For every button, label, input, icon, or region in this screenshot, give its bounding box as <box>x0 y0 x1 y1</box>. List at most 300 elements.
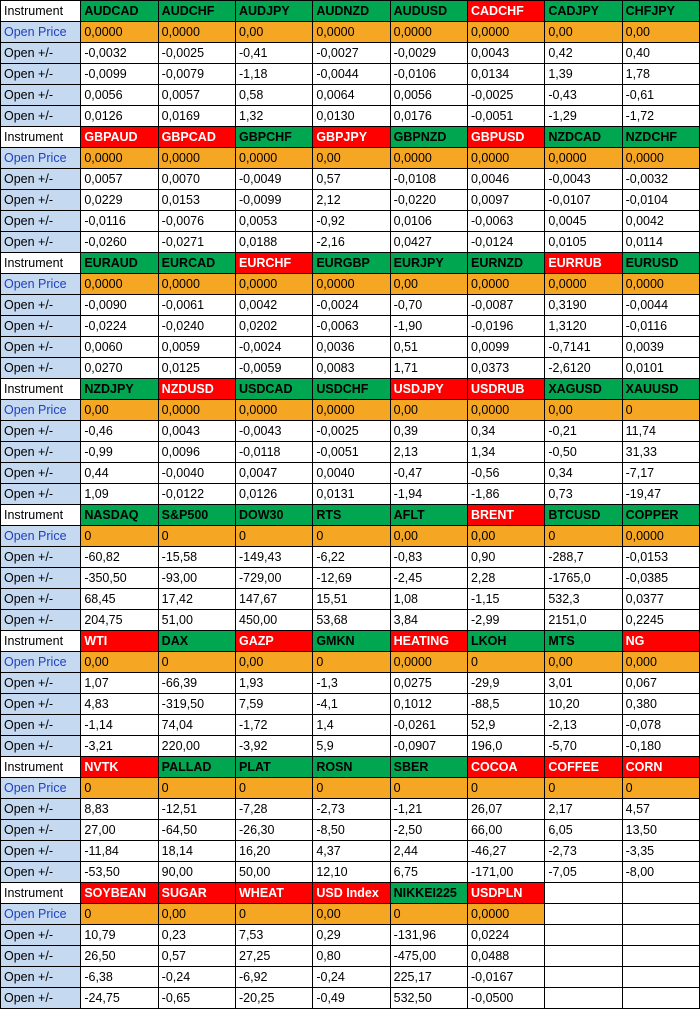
value-cell[interactable]: -1,21 <box>390 799 467 820</box>
open-price-cell[interactable]: 0,0000 <box>81 22 158 43</box>
value-cell[interactable]: 0,0202 <box>236 316 313 337</box>
value-cell[interactable]: 0,0056 <box>390 85 467 106</box>
value-cell[interactable]: -66,39 <box>158 673 235 694</box>
instrument-header-cell[interactable]: NZDCAD <box>545 127 622 148</box>
value-cell[interactable]: 2,44 <box>390 841 467 862</box>
value-cell[interactable]: -0,50 <box>545 442 622 463</box>
open-price-cell[interactable]: 0,00 <box>313 904 390 925</box>
value-cell[interactable]: -15,58 <box>158 547 235 568</box>
value-cell[interactable]: -0,0025 <box>158 43 235 64</box>
open-price-cell[interactable]: 0 <box>236 904 313 925</box>
value-cell[interactable]: -0,0087 <box>467 295 544 316</box>
open-price-cell[interactable]: 0,0000 <box>622 148 699 169</box>
value-cell[interactable]: 18,14 <box>158 841 235 862</box>
value-cell[interactable]: 11,74 <box>622 421 699 442</box>
instrument-header-cell[interactable]: COFFEE <box>545 757 622 778</box>
instrument-header-cell[interactable]: NZDUSD <box>158 379 235 400</box>
value-cell[interactable]: 6,75 <box>390 862 467 883</box>
value-cell[interactable]: 0,0169 <box>158 106 235 127</box>
open-price-cell[interactable]: 0 <box>313 652 390 673</box>
instrument-header-cell[interactable]: DAX <box>158 631 235 652</box>
value-cell[interactable]: 0,0427 <box>390 232 467 253</box>
value-cell[interactable]: 1,32 <box>236 106 313 127</box>
value-cell[interactable]: -0,0099 <box>81 64 158 85</box>
value-cell[interactable]: -0,0122 <box>158 484 235 505</box>
instrument-header-cell[interactable]: WTI <box>81 631 158 652</box>
open-price-cell[interactable]: 0,0000 <box>467 148 544 169</box>
value-cell[interactable]: -0,0240 <box>158 316 235 337</box>
open-price-cell[interactable]: 0,0000 <box>467 274 544 295</box>
open-price-cell[interactable]: 0,000 <box>622 652 699 673</box>
value-cell[interactable]: -171,00 <box>467 862 544 883</box>
value-cell[interactable]: -0,0032 <box>622 169 699 190</box>
value-cell[interactable]: 0,0101 <box>622 358 699 379</box>
value-cell[interactable]: -0,0106 <box>390 64 467 85</box>
instrument-header-cell[interactable]: USDCHF <box>313 379 390 400</box>
value-cell[interactable]: -0,70 <box>390 295 467 316</box>
value-cell[interactable]: 0,29 <box>313 925 390 946</box>
instrument-header-cell[interactable]: NASDAQ <box>81 505 158 526</box>
value-cell[interactable]: -2,6120 <box>545 358 622 379</box>
value-cell[interactable]: 0,067 <box>622 673 699 694</box>
value-cell[interactable]: 2,13 <box>390 442 467 463</box>
value-cell[interactable]: 2,12 <box>313 190 390 211</box>
open-price-cell[interactable]: 0,0000 <box>236 274 313 295</box>
value-cell[interactable]: -1,3 <box>313 673 390 694</box>
value-cell[interactable]: 0,0056 <box>81 85 158 106</box>
value-cell[interactable]: -350,50 <box>81 568 158 589</box>
value-cell[interactable]: -319,50 <box>158 694 235 715</box>
instrument-header-cell[interactable]: PLAT <box>236 757 313 778</box>
instrument-header-cell[interactable]: NVTK <box>81 757 158 778</box>
instrument-header-cell[interactable]: NIKKEI225 <box>390 883 467 904</box>
value-cell[interactable]: -0,0260 <box>81 232 158 253</box>
open-price-cell[interactable]: 0,0000 <box>313 400 390 421</box>
value-cell[interactable]: 0,80 <box>313 946 390 967</box>
value-cell[interactable]: -2,13 <box>545 715 622 736</box>
value-cell[interactable]: 0,57 <box>158 946 235 967</box>
value-cell[interactable]: 0,0046 <box>467 169 544 190</box>
value-cell[interactable]: -0,56 <box>467 463 544 484</box>
instrument-header-cell[interactable]: CHFJPY <box>622 1 699 22</box>
value-cell[interactable]: 0,0134 <box>467 64 544 85</box>
value-cell[interactable]: 0,0105 <box>545 232 622 253</box>
value-cell[interactable]: 0,0045 <box>545 211 622 232</box>
open-price-cell[interactable]: 0,00 <box>545 22 622 43</box>
open-price-cell[interactable]: 0,0000 <box>236 400 313 421</box>
value-cell[interactable]: -0,0116 <box>622 316 699 337</box>
value-cell[interactable]: -1765,0 <box>545 568 622 589</box>
value-cell[interactable]: -288,7 <box>545 547 622 568</box>
value-cell[interactable]: -0,0032 <box>81 43 158 64</box>
value-cell[interactable]: -0,0196 <box>467 316 544 337</box>
open-price-cell[interactable]: 0,0000 <box>158 274 235 295</box>
open-price-cell[interactable]: 0 <box>467 652 544 673</box>
value-cell[interactable]: -1,15 <box>467 589 544 610</box>
value-cell[interactable]: 68,45 <box>81 589 158 610</box>
value-cell[interactable]: 52,9 <box>467 715 544 736</box>
open-price-cell[interactable]: 0 <box>467 778 544 799</box>
value-cell[interactable]: 196,0 <box>467 736 544 757</box>
value-cell[interactable]: -0,7141 <box>545 337 622 358</box>
open-price-cell[interactable]: 0,00 <box>622 22 699 43</box>
instrument-header-cell[interactable]: COPPER <box>622 505 699 526</box>
value-cell[interactable]: -0,0224 <box>81 316 158 337</box>
instrument-header-cell[interactable]: RTS <box>313 505 390 526</box>
instrument-header-cell[interactable]: USDPLN <box>467 883 544 904</box>
value-cell[interactable]: 2,28 <box>467 568 544 589</box>
instrument-header-cell[interactable]: GBPAUD <box>81 127 158 148</box>
value-cell[interactable]: 31,33 <box>622 442 699 463</box>
value-cell[interactable]: -1,18 <box>236 64 313 85</box>
value-cell[interactable]: -0,0027 <box>313 43 390 64</box>
value-cell[interactable]: 0,0224 <box>467 925 544 946</box>
value-cell[interactable]: -60,82 <box>81 547 158 568</box>
value-cell[interactable]: -3,92 <box>236 736 313 757</box>
value-cell[interactable]: 4,37 <box>313 841 390 862</box>
instrument-header-cell[interactable]: CADCHF <box>467 1 544 22</box>
value-cell[interactable]: 0,23 <box>158 925 235 946</box>
value-cell[interactable]: 12,10 <box>313 862 390 883</box>
value-cell[interactable]: 0,0373 <box>467 358 544 379</box>
open-price-cell[interactable]: 0,0000 <box>467 400 544 421</box>
value-cell[interactable]: -0,0051 <box>467 106 544 127</box>
value-cell[interactable]: 1,39 <box>545 64 622 85</box>
value-cell[interactable]: 1,34 <box>467 442 544 463</box>
value-cell[interactable]: 27,00 <box>81 820 158 841</box>
instrument-header-cell[interactable]: AUDCAD <box>81 1 158 22</box>
open-price-cell[interactable]: 0,00 <box>390 526 467 547</box>
value-cell[interactable]: -8,50 <box>313 820 390 841</box>
value-cell[interactable]: -729,00 <box>236 568 313 589</box>
value-cell[interactable]: -0,0079 <box>158 64 235 85</box>
instrument-header-cell[interactable]: EURCAD <box>158 253 235 274</box>
value-cell[interactable]: 0,0099 <box>467 337 544 358</box>
value-cell[interactable]: -0,0025 <box>467 85 544 106</box>
value-cell[interactable]: -0,49 <box>313 988 390 1009</box>
value-cell[interactable]: 0,0043 <box>158 421 235 442</box>
value-cell[interactable]: -0,0076 <box>158 211 235 232</box>
value-cell[interactable]: -93,00 <box>158 568 235 589</box>
instrument-header-cell[interactable]: SOYBEAN <box>81 883 158 904</box>
value-cell[interactable]: -0,0040 <box>158 463 235 484</box>
instrument-header-cell[interactable]: EURNZD <box>467 253 544 274</box>
instrument-header-cell[interactable]: USD Index <box>313 883 390 904</box>
value-cell[interactable]: -2,73 <box>545 841 622 862</box>
value-cell[interactable]: 8,83 <box>81 799 158 820</box>
instrument-header-cell[interactable]: USDJPY <box>390 379 467 400</box>
value-cell[interactable]: -0,43 <box>545 85 622 106</box>
instrument-header-cell[interactable]: WHEAT <box>236 883 313 904</box>
value-cell[interactable]: 0,0106 <box>390 211 467 232</box>
value-cell[interactable]: 0,1012 <box>390 694 467 715</box>
value-cell[interactable]: -19,47 <box>622 484 699 505</box>
open-price-cell[interactable]: 0,0000 <box>81 274 158 295</box>
value-cell[interactable]: 0,0125 <box>158 358 235 379</box>
open-price-cell[interactable]: 0,0000 <box>158 148 235 169</box>
open-price-cell[interactable]: 0,0000 <box>158 22 235 43</box>
open-price-cell[interactable]: 0,00 <box>545 400 622 421</box>
instrument-header-cell[interactable]: GBPCHF <box>236 127 313 148</box>
value-cell[interactable]: 0,0126 <box>236 484 313 505</box>
value-cell[interactable]: 0,0176 <box>390 106 467 127</box>
value-cell[interactable]: -0,0025 <box>313 421 390 442</box>
value-cell[interactable]: -0,41 <box>236 43 313 64</box>
value-cell[interactable]: -4,1 <box>313 694 390 715</box>
value-cell[interactable]: -0,0153 <box>622 547 699 568</box>
value-cell[interactable]: 10,20 <box>545 694 622 715</box>
value-cell[interactable]: 17,42 <box>158 589 235 610</box>
value-cell[interactable]: 220,00 <box>158 736 235 757</box>
value-cell[interactable]: 0,34 <box>467 421 544 442</box>
value-cell[interactable]: 0,0097 <box>467 190 544 211</box>
value-cell[interactable]: -0,0059 <box>236 358 313 379</box>
open-price-cell[interactable]: 0,0000 <box>390 148 467 169</box>
open-price-cell[interactable]: 0 <box>158 778 235 799</box>
value-cell[interactable]: 0,0153 <box>158 190 235 211</box>
value-cell[interactable]: -131,96 <box>390 925 467 946</box>
value-cell[interactable]: -0,0116 <box>81 211 158 232</box>
open-price-cell[interactable]: 0 <box>313 526 390 547</box>
instrument-header-cell[interactable]: PALLAD <box>158 757 235 778</box>
instrument-header-cell[interactable]: CADJPY <box>545 1 622 22</box>
value-cell[interactable]: -12,51 <box>158 799 235 820</box>
value-cell[interactable]: -1,86 <box>467 484 544 505</box>
value-cell[interactable]: -12,69 <box>313 568 390 589</box>
value-cell[interactable]: 0,0070 <box>158 169 235 190</box>
value-cell[interactable]: -24,75 <box>81 988 158 1009</box>
open-price-cell[interactable]: 0,0000 <box>467 904 544 925</box>
open-price-cell[interactable]: 0,0000 <box>622 274 699 295</box>
value-cell[interactable]: 0,0042 <box>236 295 313 316</box>
open-price-cell[interactable]: 0,00 <box>158 904 235 925</box>
open-price-cell[interactable]: 0 <box>81 526 158 547</box>
value-cell[interactable]: 0,0096 <box>158 442 235 463</box>
value-cell[interactable]: -1,94 <box>390 484 467 505</box>
value-cell[interactable]: 0,0126 <box>81 106 158 127</box>
value-cell[interactable]: 147,67 <box>236 589 313 610</box>
value-cell[interactable]: -1,72 <box>236 715 313 736</box>
open-price-cell[interactable]: 0,0000 <box>313 22 390 43</box>
open-price-cell[interactable]: 0,00 <box>313 148 390 169</box>
instrument-header-cell[interactable]: EURGBP <box>313 253 390 274</box>
value-cell[interactable]: 27,25 <box>236 946 313 967</box>
instrument-header-cell[interactable]: USDRUB <box>467 379 544 400</box>
value-cell[interactable]: 1,78 <box>622 64 699 85</box>
value-cell[interactable]: 0,39 <box>390 421 467 442</box>
value-cell[interactable]: 0,0057 <box>81 169 158 190</box>
instrument-header-cell[interactable]: NG <box>622 631 699 652</box>
value-cell[interactable]: -7,28 <box>236 799 313 820</box>
open-price-cell[interactable]: 0,0000 <box>545 274 622 295</box>
open-price-cell[interactable]: 0 <box>313 778 390 799</box>
value-cell[interactable]: 1,4 <box>313 715 390 736</box>
instrument-header-cell[interactable]: SUGAR <box>158 883 235 904</box>
value-cell[interactable]: -0,0061 <box>158 295 235 316</box>
value-cell[interactable]: 1,09 <box>81 484 158 505</box>
value-cell[interactable]: -7,17 <box>622 463 699 484</box>
value-cell[interactable]: -8,00 <box>622 862 699 883</box>
value-cell[interactable]: 0,0057 <box>158 85 235 106</box>
value-cell[interactable]: 0,57 <box>313 169 390 190</box>
instrument-header-cell[interactable]: GAZP <box>236 631 313 652</box>
value-cell[interactable]: 0,34 <box>545 463 622 484</box>
instrument-header-cell[interactable]: NZDCHF <box>622 127 699 148</box>
value-cell[interactable]: 1,3120 <box>545 316 622 337</box>
value-cell[interactable]: 66,00 <box>467 820 544 841</box>
value-cell[interactable]: 13,50 <box>622 820 699 841</box>
value-cell[interactable]: -6,22 <box>313 547 390 568</box>
value-cell[interactable]: -0,92 <box>313 211 390 232</box>
instrument-header-cell[interactable]: GBPUSD <box>467 127 544 148</box>
value-cell[interactable]: 0,44 <box>81 463 158 484</box>
value-cell[interactable]: -2,16 <box>313 232 390 253</box>
instrument-header-cell[interactable]: BTCUSD <box>545 505 622 526</box>
value-cell[interactable]: 532,3 <box>545 589 622 610</box>
value-cell[interactable]: 4,83 <box>81 694 158 715</box>
instrument-header-cell[interactable]: AUDNZD <box>313 1 390 22</box>
open-price-cell[interactable]: 0,0000 <box>467 22 544 43</box>
value-cell[interactable]: 90,00 <box>158 862 235 883</box>
value-cell[interactable]: -0,0500 <box>467 988 544 1009</box>
value-cell[interactable]: 1,93 <box>236 673 313 694</box>
value-cell[interactable]: 0,0060 <box>81 337 158 358</box>
value-cell[interactable]: 0,0043 <box>467 43 544 64</box>
value-cell[interactable]: -53,50 <box>81 862 158 883</box>
value-cell[interactable]: -46,27 <box>467 841 544 862</box>
value-cell[interactable]: 0,380 <box>622 694 699 715</box>
value-cell[interactable]: 15,51 <box>313 589 390 610</box>
value-cell[interactable]: -0,83 <box>390 547 467 568</box>
value-cell[interactable]: -2,45 <box>390 568 467 589</box>
value-cell[interactable]: -1,90 <box>390 316 467 337</box>
open-price-cell[interactable]: 0,0000 <box>390 652 467 673</box>
instrument-header-cell[interactable]: EURCHF <box>236 253 313 274</box>
instrument-header-cell[interactable]: XAUUSD <box>622 379 699 400</box>
value-cell[interactable]: -88,5 <box>467 694 544 715</box>
value-cell[interactable]: 0,0042 <box>622 211 699 232</box>
instrument-header-cell[interactable]: S&P500 <box>158 505 235 526</box>
instrument-header-cell[interactable]: HEATING <box>390 631 467 652</box>
value-cell[interactable]: 0,0188 <box>236 232 313 253</box>
open-price-cell[interactable]: 0 <box>158 526 235 547</box>
instrument-header-cell[interactable]: BRENT <box>467 505 544 526</box>
open-price-cell[interactable]: 0 <box>390 904 467 925</box>
open-price-cell[interactable]: 0,00 <box>81 400 158 421</box>
value-cell[interactable]: 6,05 <box>545 820 622 841</box>
value-cell[interactable]: -0,0104 <box>622 190 699 211</box>
value-cell[interactable]: 0,0059 <box>158 337 235 358</box>
open-price-cell[interactable]: 0 <box>81 904 158 925</box>
value-cell[interactable]: -0,078 <box>622 715 699 736</box>
value-cell[interactable]: -0,47 <box>390 463 467 484</box>
value-cell[interactable]: 0,0114 <box>622 232 699 253</box>
open-price-cell[interactable]: 0,0000 <box>622 526 699 547</box>
instrument-header-cell[interactable]: COCOA <box>467 757 544 778</box>
value-cell[interactable]: 10,79 <box>81 925 158 946</box>
value-cell[interactable]: -0,24 <box>313 967 390 988</box>
value-cell[interactable]: -26,30 <box>236 820 313 841</box>
value-cell[interactable]: -2,99 <box>467 610 544 631</box>
instrument-header-cell[interactable]: AFLT <box>390 505 467 526</box>
instrument-header-cell[interactable]: EURUSD <box>622 253 699 274</box>
value-cell[interactable]: 0,40 <box>622 43 699 64</box>
value-cell[interactable]: 0,90 <box>467 547 544 568</box>
value-cell[interactable]: -64,50 <box>158 820 235 841</box>
instrument-header-cell[interactable]: AUDUSD <box>390 1 467 22</box>
value-cell[interactable]: 225,17 <box>390 967 467 988</box>
value-cell[interactable]: 0,0036 <box>313 337 390 358</box>
value-cell[interactable]: -0,0024 <box>313 295 390 316</box>
open-price-cell[interactable]: 0,00 <box>81 652 158 673</box>
value-cell[interactable]: 74,04 <box>158 715 235 736</box>
value-cell[interactable]: -0,0907 <box>390 736 467 757</box>
open-price-cell[interactable]: 0 <box>158 652 235 673</box>
open-price-cell[interactable]: 0,00 <box>467 526 544 547</box>
value-cell[interactable]: -3,35 <box>622 841 699 862</box>
value-cell[interactable]: 5,9 <box>313 736 390 757</box>
value-cell[interactable]: -6,38 <box>81 967 158 988</box>
value-cell[interactable]: 0,0130 <box>313 106 390 127</box>
value-cell[interactable]: -6,92 <box>236 967 313 988</box>
value-cell[interactable]: -149,43 <box>236 547 313 568</box>
value-cell[interactable]: -0,0099 <box>236 190 313 211</box>
open-price-cell[interactable]: 0,0000 <box>236 148 313 169</box>
value-cell[interactable]: -1,72 <box>622 106 699 127</box>
open-price-cell[interactable]: 0,0000 <box>545 148 622 169</box>
value-cell[interactable]: -3,21 <box>81 736 158 757</box>
instrument-header-cell[interactable]: AUDCHF <box>158 1 235 22</box>
open-price-cell[interactable]: 0 <box>622 400 699 421</box>
value-cell[interactable]: 1,71 <box>390 358 467 379</box>
value-cell[interactable]: 16,20 <box>236 841 313 862</box>
value-cell[interactable]: 0,73 <box>545 484 622 505</box>
value-cell[interactable]: -475,00 <box>390 946 467 967</box>
open-price-cell[interactable]: 0 <box>236 778 313 799</box>
value-cell[interactable]: -11,84 <box>81 841 158 862</box>
value-cell[interactable]: -0,46 <box>81 421 158 442</box>
open-price-cell[interactable]: 0,00 <box>545 652 622 673</box>
instrument-header-cell[interactable]: ROSN <box>313 757 390 778</box>
value-cell[interactable]: 0,0047 <box>236 463 313 484</box>
instrument-header-cell[interactable]: GBPNZD <box>390 127 467 148</box>
value-cell[interactable]: -0,0124 <box>467 232 544 253</box>
value-cell[interactable]: -0,0049 <box>236 169 313 190</box>
value-cell[interactable]: -1,14 <box>81 715 158 736</box>
open-price-cell[interactable]: 0,0000 <box>390 22 467 43</box>
value-cell[interactable]: -0,0043 <box>545 169 622 190</box>
value-cell[interactable]: 0,0053 <box>236 211 313 232</box>
instrument-header-cell[interactable]: USDCAD <box>236 379 313 400</box>
value-cell[interactable]: 0,0488 <box>467 946 544 967</box>
open-price-cell[interactable]: 0,00 <box>390 400 467 421</box>
value-cell[interactable]: -0,0044 <box>622 295 699 316</box>
instrument-header-cell[interactable]: EURJPY <box>390 253 467 274</box>
instrument-header-cell[interactable]: MTS <box>545 631 622 652</box>
value-cell[interactable]: -2,73 <box>313 799 390 820</box>
instrument-header-cell[interactable]: DOW30 <box>236 505 313 526</box>
value-cell[interactable]: -0,0090 <box>81 295 158 316</box>
value-cell[interactable]: 4,57 <box>622 799 699 820</box>
value-cell[interactable]: -1,29 <box>545 106 622 127</box>
value-cell[interactable]: 0,0040 <box>313 463 390 484</box>
instrument-header-cell[interactable]: GMKN <box>313 631 390 652</box>
instrument-header-cell[interactable]: CORN <box>622 757 699 778</box>
instrument-header-cell[interactable]: GBPCAD <box>158 127 235 148</box>
instrument-header-cell[interactable]: SBER <box>390 757 467 778</box>
instrument-header-cell[interactable]: EURRUB <box>545 253 622 274</box>
value-cell[interactable]: 0,0275 <box>390 673 467 694</box>
